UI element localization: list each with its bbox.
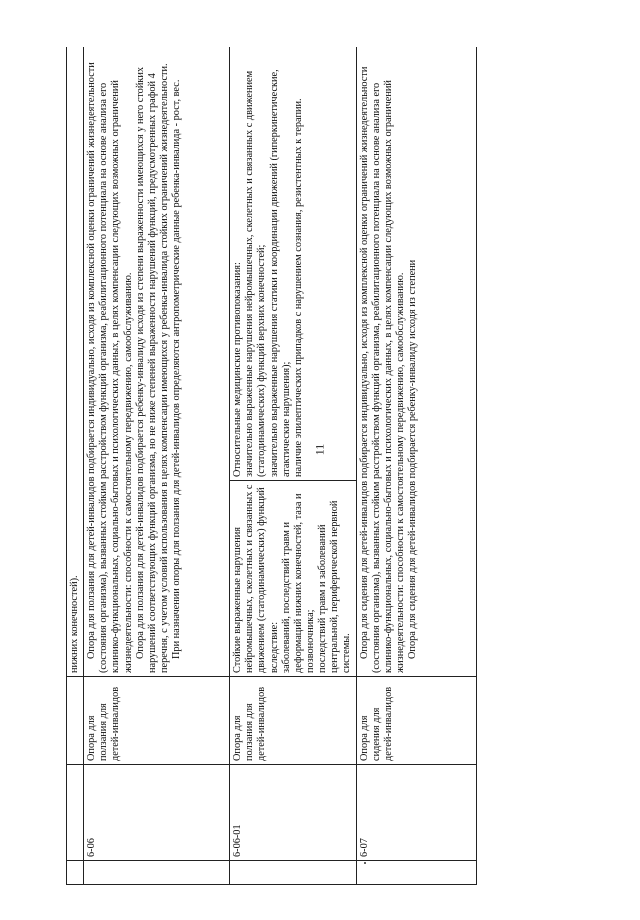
description-paragraph: Опора для сидения для детей-инвалидов подбирается ребенку-инвалиду исходя из степени [407,259,419,659]
table-row [230,47,356,885]
indication-item: Стойкие выраженные нарушения нейромышечных, скелетных и связанных с движением (статодинамических) функций вследствие: [232,484,280,673]
code-text: 6-06-01 [232,824,244,857]
rehab-means-table [66,47,477,885]
contraindication-item: наличие эпилептических припадков с нарушением сознания, резистентных к терапии. [292,98,304,477]
name-cell [84,677,230,765]
indication-item: заболеваний, последствий травм и деформаций нижних конечностей, таза и позвоночника; [280,493,316,673]
description-cell [356,47,476,677]
blank-cell [67,861,84,885]
table-row [356,47,476,885]
name-cell [356,677,476,765]
contraindication-item: значительно выраженные нарушения статики и координации движений (гиперкинетические, атактические нарушения); [268,69,292,477]
code-text: 6-07 [358,838,370,857]
code-cell [84,765,230,861]
blank-cell [356,861,476,885]
indications-cell [230,481,356,677]
code-cell [67,765,84,861]
contraindication-item: значительно выраженные нарушения нейромышечных, скелетных и связанных с движением (статодинамических) функций верхних конечностей; [244,70,268,477]
code-cell [230,765,356,861]
name-cell [67,677,84,765]
description-cell [84,47,230,677]
description-paragraph: Опора для ползания для детей-инвалидов подбирается ребенку-инвалиду исходя из степени выраженности имеющихся у него стойких нарушений соответствующих функций организма, но не ниже степеней выраженности нарушений функций, предусмотренных графой 4 перечня, с учетом условий использования в целях компенсации имеющихся у ребенка-инвалида стойких ограничений жизнедеятельности. [134,63,170,673]
rotated-table-area [66,47,602,885]
code-text: 6-06 [86,838,98,857]
contraindications-cell [230,47,356,481]
description-paragraph: Опора для ползания для детей-инвалидов подбирается индивидуально, исходя из комплексной оценки ограничений жизнедеятельности (состояния организма), вызванных стойким расстройством функций организма, реабилитационного потенциала на основе анализа его клинико-функциональных, социально-бытовых и психологических данных, в целях компенсации следующих возможных ограничений жизнедеятельности: способности к самостоятельному передвижению, самообслуживанию. [86,62,134,673]
description-paragraph: При назначении опоры для ползания для детей-инвалидов определяются антропометрические данные ребенка-инвалида - рост, вес. [171,79,183,659]
page-number: 11 [312,443,327,456]
scan-speck [364,862,366,864]
description-paragraph: Опора для сидения для детей-инвалидов подбирается индивидуально, исходя из комплексной оценки ограничений жизнедеятельности (состояния организма), вызванных стойким расстройством функций организма, реабилитационного потенциала на основе анализа его клинико-функциональных, социально-бытовых и психологических данных, в целях компенсации следующих возможных ограничений жизнедеятельности: способности к самостоятельному передвижению, самообслуживанию. [358,66,406,673]
description-cell [67,47,84,677]
name-text: Опора для сидения для детей-инвалидов [358,686,394,761]
code-cell [356,765,476,861]
name-text: Опора для ползания для детей-инвалидов [232,686,268,761]
name-cell [230,677,356,765]
blank-cell [230,861,356,885]
contraindication-item: Относительные медицинские противопоказания: [232,262,244,477]
table-row [67,47,84,885]
indication-item: последствий травм и заболеваний центральной, периферической нервной системы. [317,500,353,673]
blank-cell [84,861,230,885]
name-text: Опора для ползания для детей-инвалидов [86,686,122,761]
table-row [84,47,230,885]
description-paragraph: нижних конечностей). [69,575,80,673]
